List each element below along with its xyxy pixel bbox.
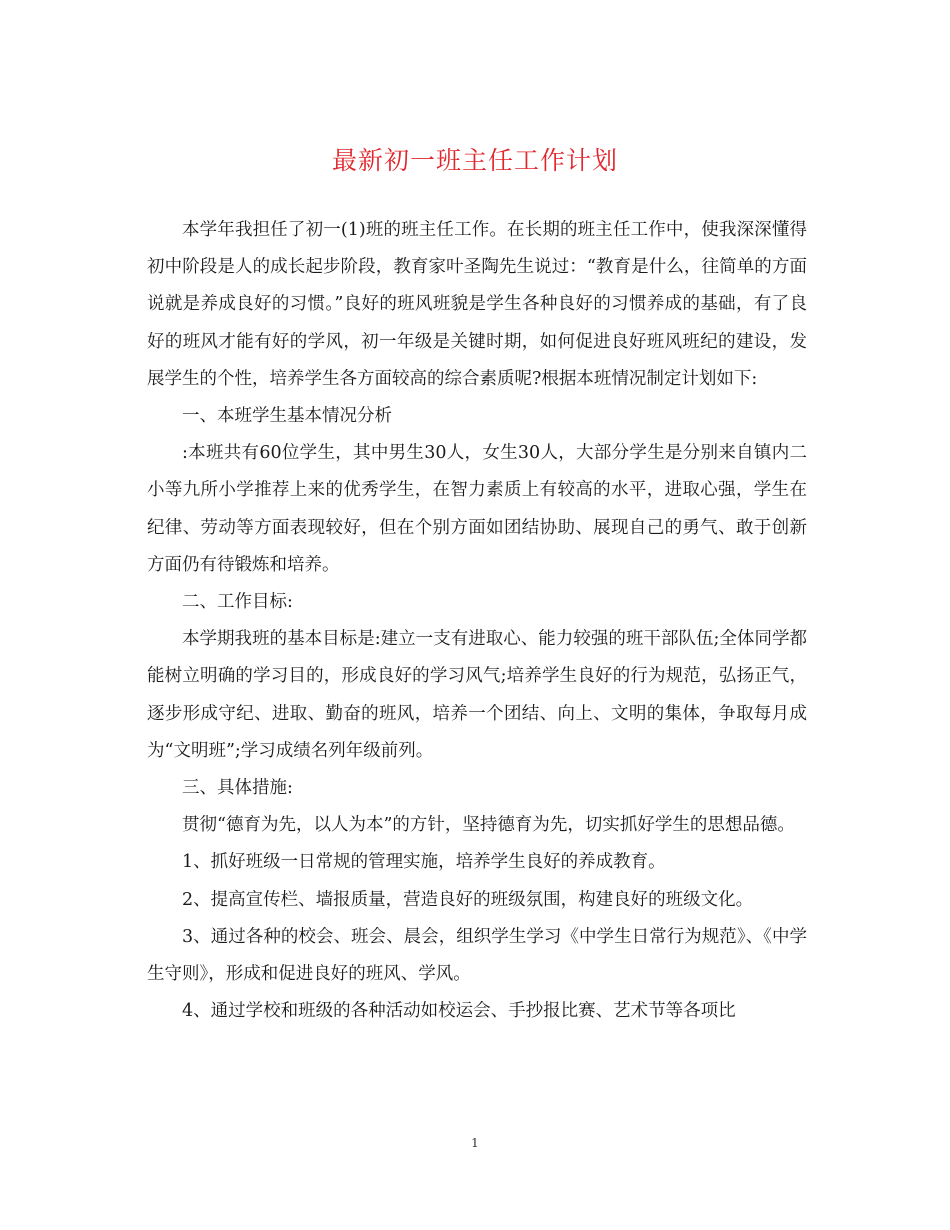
document-body [147,212,807,1030]
list-item: 2、提高宣传栏、墙报质量，营造良好的班级氛围，构建良好的班级文化。 [182,889,754,910]
paragraph-goals: 本学期我班的基本目标是:建立一支有进取心、能力较强的班干部队伍;全体同学都能树立明确的学习目的，形成良好的学习风气;培养学生良好的行为规范，弘扬正气，逐步形成守纪、进取、勤奋的班风，培养一个团结、向上、文明的集体，争取每月成为“文明班”;学习成绩名列年级前列。 [147,629,807,761]
document-title: 最新初一班主任工作计划 [331,146,618,175]
list-item: 3、通过各种的校会、班会、晨会，组织学生学习《中学生日常行为规范》、《中学生守则》，形成和促进良好的班风、学风。 [147,926,807,985]
list-item: 4、通过学校和班级的各种活动如校运会、手抄报比赛、艺术节等各项比 [182,1001,736,1022]
paragraph-intro: 本学年我担任了初一(1)班的班主任工作。在长期的班主任工作中，使我深深懂得初中阶段是人的成长起步阶段，教育家叶圣陶先生说过：“教育是什么，往简单的方面说就是养成良好的习惯。”良好的班风班貌是学生各种良好的习惯养成的基础，有了良好的班风才能有好的学风，初一年级是关键时期，如何促进良好班风班纪的建设，发展学生的个性，培养学生各方面较高的综合素质呢?根据本班情况制定计划如下: [147,220,807,389]
section-heading-analysis: 一、本班学生基本情况分析 [182,406,392,427]
section-heading-measures: 三、具体措施: [182,778,293,799]
paragraph-measures-intro: 贯彻“德育为先，以人为本”的方针，坚持德育为先，切实抓好学生的思想品德。 [182,815,795,836]
page-number: 1 [471,1136,479,1150]
section-heading-goals: 二、工作目标: [182,592,293,613]
paragraph-analysis: :本班共有60位学生，其中男生30人，女生30人，大部分学生是分别来自镇内二小等九所小学推荐上来的优秀学生，在智力素质上有较高的水平，进取心强，学生在纪律、劳动等方面表现较好，但在个别方面如团结协助、展现自己的勇气、敢于创新方面仍有待锻炼和培养。 [147,443,807,575]
list-item: 1、抓好班级一日常规的管理实施，培养学生良好的养成教育。 [182,852,666,873]
